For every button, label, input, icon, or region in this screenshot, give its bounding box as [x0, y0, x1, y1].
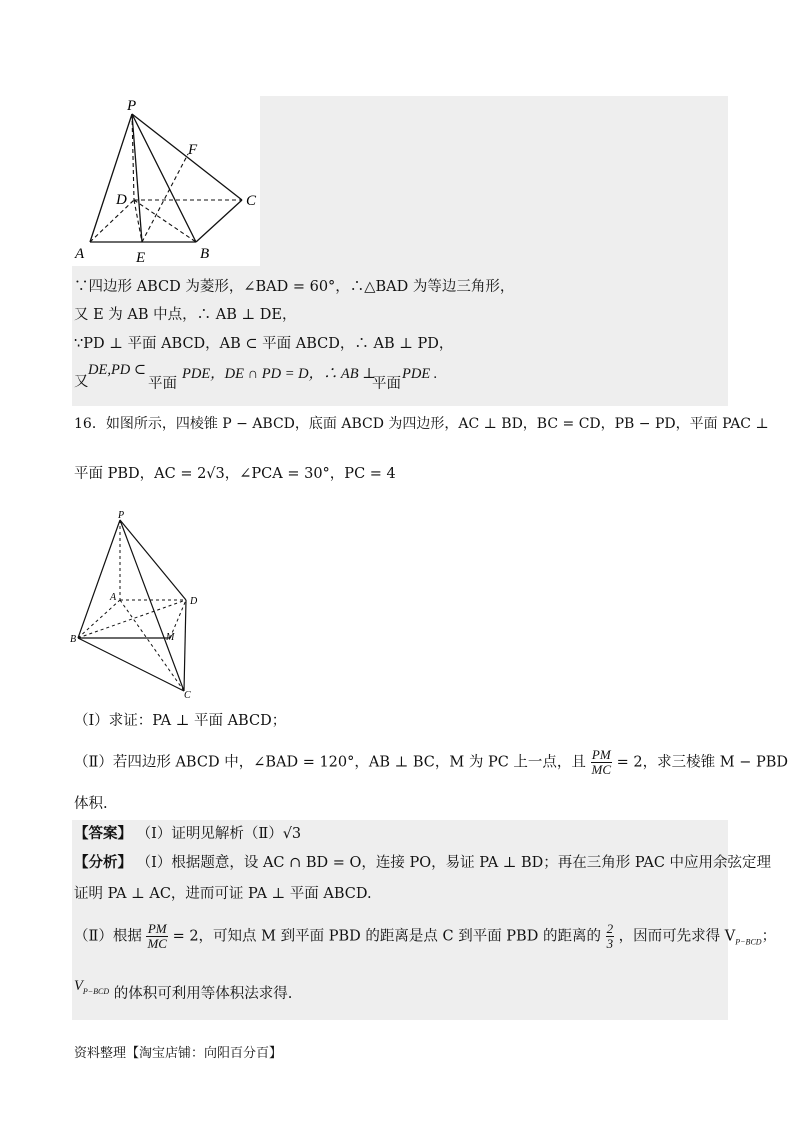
- solution-line-4-subset: DE,PD ⊂: [88, 362, 147, 378]
- solution-line-4-plane1: 平面: [148, 376, 177, 392]
- edge-ac2-hidden: [120, 600, 184, 691]
- solution-line-4-main: PDE，DE ∩ PD = D，∴ AB ⊥: [182, 366, 376, 382]
- analysis-line-2: 证明 PA ⊥ AC，进而可证 PA ⊥ 平面 ABCD.: [74, 886, 372, 902]
- analysis-line-3-sub: P−BCD: [735, 937, 762, 947]
- label-b: B: [200, 246, 210, 262]
- answer-label: 【答案】: [74, 825, 132, 842]
- analysis-label: 【分析】: [74, 854, 132, 871]
- problem16-part2: [74, 748, 788, 777]
- label-d: D: [116, 192, 127, 208]
- label-c: C: [246, 193, 257, 209]
- top-pyramid-figure: [72, 96, 260, 266]
- fraction-denominator: MC: [147, 936, 167, 951]
- analysis-line-3-a: （Ⅱ）根据: [74, 928, 142, 945]
- footer-source: 资料整理【淘宝店铺：向阳百分百】: [74, 1046, 283, 1061]
- analysis-line-4-sub: P−BCD: [82, 986, 110, 996]
- label16-m: M: [166, 632, 175, 643]
- problem16-part2-fraction: [591, 748, 613, 777]
- solution-line-4-plane2: 平面: [372, 376, 401, 392]
- fraction-numerator: 2: [606, 921, 614, 936]
- answer-line: [74, 824, 301, 844]
- problem16-part2-b: = 2，求三棱锥 M − PBD: [616, 754, 788, 771]
- edge-pb2: [78, 520, 120, 638]
- analysis-text-1: （Ⅰ）根据题意，设 AC ∩ BD = O，连接 PO，易证 PA ⊥ BD；再在三角形 PAC 中应用余弦定理: [136, 855, 772, 871]
- solution-line-3: ∵PD ⊥ 平面 ABCD，AB ⊂ 平面 ABCD，∴ AB ⊥ PD，: [74, 336, 454, 352]
- fraction-denominator: 3: [606, 936, 614, 951]
- solution-line-2: 又 E 为 AB 中点，∴ AB ⊥ DE，: [74, 307, 297, 323]
- label16-c: C: [184, 690, 191, 700]
- edge-pc2: [120, 520, 184, 691]
- analysis-line-4-text: 的体积可利用等体积法求得.: [113, 986, 293, 1002]
- label-a: A: [75, 246, 85, 262]
- analysis-line-3-b: = 2，可知点 M 到平面 PBD 的距离是点 C 到平面 PBD 的距离的: [172, 928, 601, 945]
- label-e: E: [136, 250, 146, 266]
- edge-bc2: [78, 638, 184, 691]
- label-f: F: [188, 142, 198, 158]
- analysis-line-4-v: V: [74, 978, 83, 994]
- analysis-line-1: [74, 853, 771, 873]
- solution-line-4-end: PDE .: [402, 366, 438, 382]
- solution-line-4-you: 又: [74, 374, 89, 390]
- problem16-pyramid-figure: [66, 508, 216, 700]
- edge-pd2: [120, 520, 186, 600]
- problem16-part2-a: （Ⅱ）若四边形 ABCD 中，∠BAD = 120°，AB ⊥ BC，M 为 PC 上一点，且: [74, 754, 586, 771]
- analysis-line-4: [74, 978, 293, 1010]
- label-p: P: [127, 98, 137, 114]
- problem16-line-2: 平面 PBD，AC = 2√3，∠PCA = 30°，PC = 4: [74, 466, 396, 482]
- solution-line-1: ∵四边形 ABCD 为菱形，∠BAD = 60°，∴△BAD 为等边三角形，: [74, 279, 515, 295]
- problem16-part1: （Ⅰ）求证：PA ⊥ 平面 ABCD；: [74, 713, 287, 729]
- edge-cd2: [184, 600, 186, 691]
- fraction-numerator: PM: [591, 747, 611, 762]
- analysis-line-3: [74, 922, 776, 952]
- problem16-line-1: 16．如图所示，四棱锥 P − ABCD，底面 ABCD 为四边形，AC ⊥ BD，BC = CD，PB − PD，平面 PAC ⊥: [74, 416, 769, 432]
- fraction-numerator: PM: [147, 921, 167, 936]
- fraction-denominator: MC: [591, 762, 612, 777]
- answer-text: （Ⅰ）证明见解析（Ⅱ）√3: [136, 826, 302, 842]
- label16-b: B: [70, 634, 77, 645]
- label16-d: D: [190, 596, 198, 607]
- label16-p: P: [118, 510, 125, 521]
- analysis-fraction-pm-mc: [146, 922, 168, 951]
- problem16-part2-c: 体积.: [74, 796, 108, 812]
- analysis-fraction-two-thirds: [606, 922, 615, 951]
- analysis-line-3-d: ；: [761, 928, 777, 945]
- label16-a: A: [110, 592, 117, 603]
- analysis-line-3-c: ，因而可先求得 V: [618, 928, 736, 945]
